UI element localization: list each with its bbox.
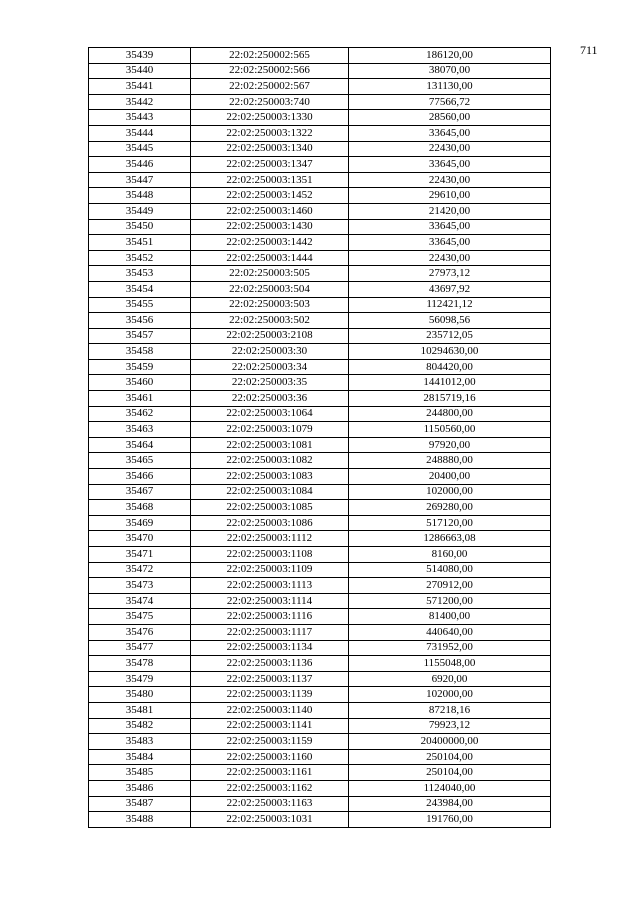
table-row [89,359,551,375]
row-number-cell: 35473 [89,578,191,594]
row-number-cell: 35460 [89,375,191,391]
value-cell: 131130,00 [349,79,551,95]
row-number-cell: 35442 [89,94,191,110]
table-row [89,656,551,672]
cadastral-number-cell: 22:02:250003:1134 [191,640,349,656]
cadastral-number-cell: 22:02:250003:35 [191,375,349,391]
table-row [89,266,551,282]
table-row [89,484,551,500]
row-number-cell: 35483 [89,734,191,750]
value-cell: 102000,00 [349,484,551,500]
row-number-cell: 35451 [89,235,191,251]
registry-table [88,47,551,828]
table-row [89,593,551,609]
table-row [89,437,551,453]
cadastral-number-cell: 22:02:250003:30 [191,344,349,360]
value-cell: 33645,00 [349,157,551,173]
value-cell: 20400,00 [349,469,551,485]
cadastral-number-cell: 22:02:250003:1340 [191,141,349,157]
row-number-cell: 35482 [89,718,191,734]
cadastral-number-cell: 22:02:250002:567 [191,79,349,95]
row-number-cell: 35443 [89,110,191,126]
row-number-cell: 35455 [89,297,191,313]
row-number-cell: 35472 [89,562,191,578]
table-row [89,578,551,594]
cadastral-number-cell: 22:02:250003:2108 [191,328,349,344]
cadastral-number-cell: 22:02:250003:1452 [191,188,349,204]
cadastral-number-cell: 22:02:250003:502 [191,313,349,329]
cadastral-number-cell: 22:02:250003:1161 [191,765,349,781]
cadastral-number-cell: 22:02:250003:1140 [191,702,349,718]
table-row [89,671,551,687]
value-cell: 8160,00 [349,547,551,563]
cadastral-number-cell: 22:02:250003:1079 [191,422,349,438]
table-row [89,796,551,812]
table-row [89,250,551,266]
row-number-cell: 35485 [89,765,191,781]
row-number-cell: 35457 [89,328,191,344]
table-row [89,235,551,251]
value-cell: 250104,00 [349,765,551,781]
value-cell: 1286663,08 [349,531,551,547]
table-row [89,94,551,110]
table-row [89,422,551,438]
cadastral-number-cell: 22:02:250003:1430 [191,219,349,235]
table-row [89,531,551,547]
value-cell: 186120,00 [349,48,551,64]
table-row [89,141,551,157]
table-row [89,500,551,516]
cadastral-number-cell: 22:02:250003:1086 [191,515,349,531]
value-cell: 22430,00 [349,141,551,157]
value-cell: 2815719,16 [349,391,551,407]
row-number-cell: 35465 [89,453,191,469]
value-cell: 79923,12 [349,718,551,734]
table-row [89,547,551,563]
value-cell: 804420,00 [349,359,551,375]
row-number-cell: 35488 [89,812,191,828]
cadastral-number-cell: 22:02:250003:1347 [191,157,349,173]
row-number-cell: 35470 [89,531,191,547]
cadastral-number-cell: 22:02:250003:503 [191,297,349,313]
value-cell: 731952,00 [349,640,551,656]
row-number-cell: 35484 [89,749,191,765]
cadastral-number-cell: 22:02:250003:1117 [191,624,349,640]
table-row [89,203,551,219]
row-number-cell: 35445 [89,141,191,157]
cadastral-number-cell: 22:02:250003:1109 [191,562,349,578]
cadastral-number-cell: 22:02:250003:1444 [191,250,349,266]
row-number-cell: 35486 [89,780,191,796]
table-row [89,172,551,188]
cadastral-number-cell: 22:02:250003:1085 [191,500,349,516]
value-cell: 235712,05 [349,328,551,344]
table-row [89,562,551,578]
table-body [89,48,551,828]
value-cell: 270912,00 [349,578,551,594]
row-number-cell: 35475 [89,609,191,625]
table-row [89,79,551,95]
row-number-cell: 35467 [89,484,191,500]
table-row [89,734,551,750]
row-number-cell: 35480 [89,687,191,703]
table-row [89,469,551,485]
value-cell: 77566,72 [349,94,551,110]
table-row [89,328,551,344]
value-cell: 10294630,00 [349,344,551,360]
cadastral-number-cell: 22:02:250003:1112 [191,531,349,547]
table-row [89,48,551,64]
row-number-cell: 35474 [89,593,191,609]
value-cell: 517120,00 [349,515,551,531]
table-row [89,219,551,235]
table-row [89,313,551,329]
row-number-cell: 35471 [89,547,191,563]
row-number-cell: 35450 [89,219,191,235]
table-row [89,640,551,656]
cadastral-number-cell: 22:02:250003:34 [191,359,349,375]
table-row [89,765,551,781]
cadastral-number-cell: 22:02:250003:1114 [191,593,349,609]
value-cell: 20400000,00 [349,734,551,750]
row-number-cell: 35456 [89,313,191,329]
value-cell: 250104,00 [349,749,551,765]
cadastral-number-cell: 22:02:250003:740 [191,94,349,110]
value-cell: 33645,00 [349,219,551,235]
value-cell: 97920,00 [349,437,551,453]
page-number: 711 [580,43,598,57]
cadastral-number-cell: 22:02:250003:1081 [191,437,349,453]
cadastral-number-cell: 22:02:250003:36 [191,391,349,407]
row-number-cell: 35453 [89,266,191,282]
row-number-cell: 35448 [89,188,191,204]
row-number-cell: 35477 [89,640,191,656]
row-number-cell: 35479 [89,671,191,687]
value-cell: 1124040,00 [349,780,551,796]
row-number-cell: 35449 [89,203,191,219]
value-cell: 571200,00 [349,593,551,609]
value-cell: 191760,00 [349,812,551,828]
row-number-cell: 35463 [89,422,191,438]
table-row [89,125,551,141]
table-row [89,157,551,173]
value-cell: 244800,00 [349,406,551,422]
cadastral-number-cell: 22:02:250003:1064 [191,406,349,422]
row-number-cell: 35468 [89,500,191,516]
row-number-cell: 35462 [89,406,191,422]
table-row [89,297,551,313]
value-cell: 102000,00 [349,687,551,703]
value-cell: 21420,00 [349,203,551,219]
cadastral-number-cell: 22:02:250003:1351 [191,172,349,188]
cadastral-number-cell: 22:02:250003:1141 [191,718,349,734]
cadastral-number-cell: 22:02:250003:1083 [191,469,349,485]
row-number-cell: 35459 [89,359,191,375]
row-number-cell: 35478 [89,656,191,672]
value-cell: 29610,00 [349,188,551,204]
value-cell: 56098,56 [349,313,551,329]
row-number-cell: 35454 [89,281,191,297]
row-number-cell: 35447 [89,172,191,188]
row-number-cell: 35476 [89,624,191,640]
value-cell: 22430,00 [349,250,551,266]
cadastral-number-cell: 22:02:250003:1159 [191,734,349,750]
row-number-cell: 35444 [89,125,191,141]
row-number-cell: 35461 [89,391,191,407]
row-number-cell: 35487 [89,796,191,812]
cadastral-number-cell: 22:02:250003:1442 [191,235,349,251]
cadastral-number-cell: 22:02:250003:1082 [191,453,349,469]
cadastral-number-cell: 22:02:250003:1330 [191,110,349,126]
value-cell: 38070,00 [349,63,551,79]
table-row [89,375,551,391]
value-cell: 6920,00 [349,671,551,687]
cadastral-number-cell: 22:02:250002:566 [191,63,349,79]
value-cell: 27973,12 [349,266,551,282]
cadastral-number-cell: 22:02:250003:1031 [191,812,349,828]
table-row [89,687,551,703]
table-row [89,188,551,204]
table-row [89,344,551,360]
table-row [89,624,551,640]
value-cell: 514080,00 [349,562,551,578]
row-number-cell: 35466 [89,469,191,485]
table-row [89,780,551,796]
table-row [89,453,551,469]
cadastral-number-cell: 22:02:250003:1322 [191,125,349,141]
cadastral-number-cell: 22:02:250003:1108 [191,547,349,563]
table-row [89,63,551,79]
table-row [89,406,551,422]
row-number-cell: 35464 [89,437,191,453]
value-cell: 22430,00 [349,172,551,188]
cadastral-number-cell: 22:02:250003:1136 [191,656,349,672]
table-row [89,281,551,297]
value-cell: 1150560,00 [349,422,551,438]
table-row [89,515,551,531]
cadastral-number-cell: 22:02:250003:1113 [191,578,349,594]
cadastral-number-cell: 22:02:250003:1160 [191,749,349,765]
table-row [89,609,551,625]
row-number-cell: 35458 [89,344,191,360]
cadastral-number-cell: 22:02:250003:1137 [191,671,349,687]
cadastral-number-cell: 22:02:250003:1460 [191,203,349,219]
table-row [89,391,551,407]
row-number-cell: 35469 [89,515,191,531]
row-number-cell: 35481 [89,702,191,718]
value-cell: 33645,00 [349,125,551,141]
cadastral-number-cell: 22:02:250003:1084 [191,484,349,500]
cadastral-number-cell: 22:02:250002:565 [191,48,349,64]
value-cell: 81400,00 [349,609,551,625]
table-row [89,702,551,718]
value-cell: 440640,00 [349,624,551,640]
cadastral-number-cell: 22:02:250003:1163 [191,796,349,812]
cadastral-number-cell: 22:02:250003:1139 [191,687,349,703]
value-cell: 243984,00 [349,796,551,812]
value-cell: 33645,00 [349,235,551,251]
row-number-cell: 35452 [89,250,191,266]
cadastral-number-cell: 22:02:250003:1116 [191,609,349,625]
table-row [89,718,551,734]
value-cell: 1155048,00 [349,656,551,672]
value-cell: 112421,12 [349,297,551,313]
row-number-cell: 35446 [89,157,191,173]
value-cell: 28560,00 [349,110,551,126]
row-number-cell: 35441 [89,79,191,95]
value-cell: 1441012,00 [349,375,551,391]
value-cell: 269280,00 [349,500,551,516]
cadastral-number-cell: 22:02:250003:504 [191,281,349,297]
table-row [89,749,551,765]
value-cell: 43697,92 [349,281,551,297]
table-row [89,812,551,828]
value-cell: 248880,00 [349,453,551,469]
table-row [89,110,551,126]
cadastral-number-cell: 22:02:250003:1162 [191,780,349,796]
value-cell: 87218,16 [349,702,551,718]
row-number-cell: 35440 [89,63,191,79]
cadastral-number-cell: 22:02:250003:505 [191,266,349,282]
row-number-cell: 35439 [89,48,191,64]
